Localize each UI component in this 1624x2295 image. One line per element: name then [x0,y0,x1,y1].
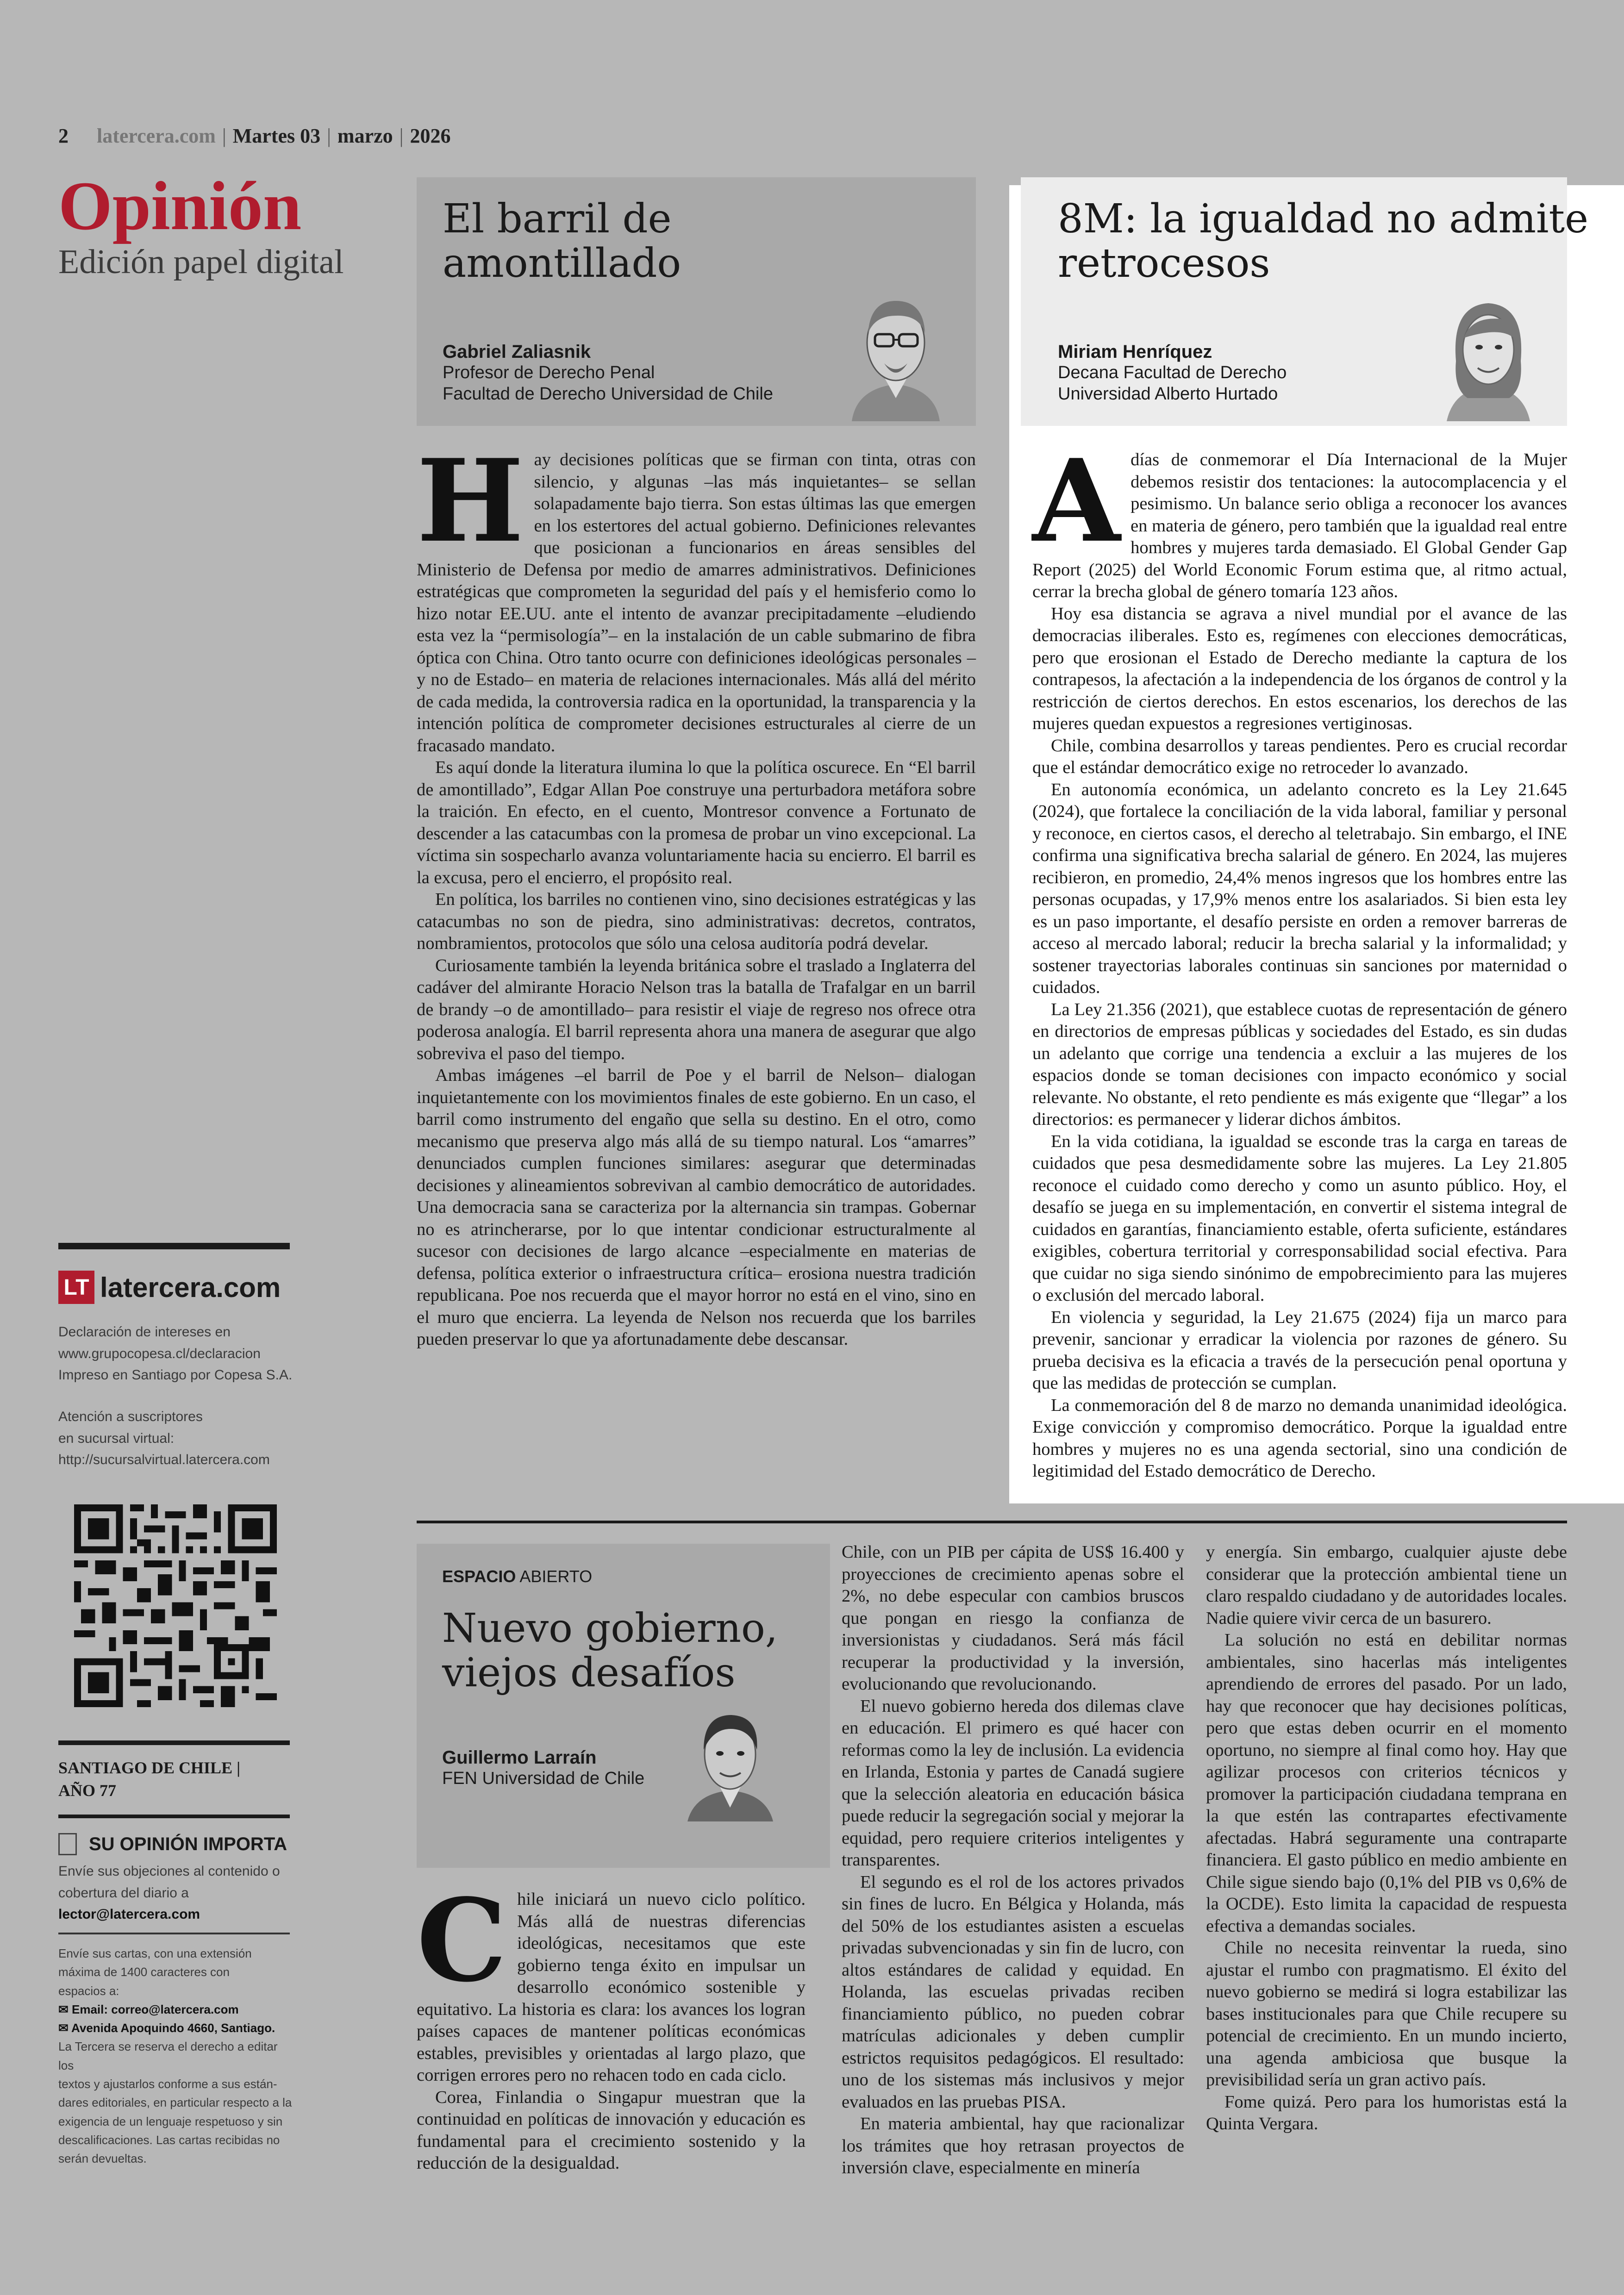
disclaimer-line: textos y ajustarlos conforme a sus están- [58,2077,277,2091]
lt-logo-text: latercera.com [100,1272,281,1303]
disclaimer-line: La Tercera se reserva el derecho a editar los [58,2039,278,2072]
article1-drop-cap: H [417,434,524,568]
letters-text: máxima de 1400 caracteres con [58,1965,230,1979]
header-site[interactable]: latercera.com [97,125,216,147]
article3-paragraph: En materia ambiental, hay que racionalizar los trámites que hoy retrasan proyectos de inversión clave, especialmente en minería [842,2114,1184,2177]
article3-paragraph: El segundo es el rol de los actores privados sin fines de lucro. En Bélgica y Holanda, más del 50% de los estudiantes asisten a escuelas privadas subvencionadas y sin fin de lucro, con altos estándares de calidad y equidad. En Holanda, las escuelas privadas reciben financiamiento público, no pueden cobrar matrículas adicionales y deben cumplir estrictos requisitos pedagógicos. El resultado: uno de los sistemas más inclusivos y mejor evaluados en las pruebas PISA. [842,1872,1184,2112]
article1-author: Gabriel Zaliasnik [443,342,591,362]
kicker-bold: ESPACIO [442,1567,516,1586]
opinion-text: cobertura del diario a [58,1885,189,1901]
year-label: AÑO 77 [58,1781,116,1800]
document-icon [58,1833,77,1855]
letters-email[interactable]: Email: correo@latercera.com [72,2002,239,2016]
article3-kicker [442,1567,592,1586]
kicker-rest: ABIERTO [519,1567,593,1586]
article1-title[interactable] [443,197,681,286]
header-date: Martes 03 [232,125,321,147]
declaration-link[interactable]: www.grupocopesa.cl/declaracion [58,1346,261,1361]
article1-paragraph: En política, los barriles no contienen vino, sino decisiones estratégicas y las catacumbas no son de piedra, sino administrativas: decretos, contratos, nombramientos, protocolos que sólo una celosa auditoría podrá develar. [417,890,976,953]
sidebar-rule [58,1815,290,1818]
subscribers-line: en sucursal virtual: [58,1430,175,1446]
opinion-text: Envíe sus objeciones al contenido o [58,1864,280,1879]
subscribers-link[interactable]: http://sucursalvirtual.latercera.com [58,1452,270,1467]
article1-role: Profesor de Derecho Penal [443,363,655,382]
declaration-block [58,1322,292,1386]
article3-paragraph: Fome quizá. Pero para los humoristas está la Quinta Vergara. [1206,2092,1567,2133]
opinion-box [58,1833,290,1926]
article1-body [417,434,976,1351]
article3-title-line: Nuevo gobierno, [442,1605,778,1652]
declaration-line: Impreso en Santiago por Copesa S.A. [58,1367,293,1383]
article3-paragraph: hile iniciará un nuevo ciclo político. Más allá de nuestras diferencias ideológicas, necesitamos que este gobierno tenga éxito en impulsar un desarrollo económico sostenible y equitativo. La historia es clara: los avances los logran países capaces de mantener políticas económicas estables, previsibles y orientadas al largo plazo, que corrigen errores pero no rehacen todo en cada ciclo. [417,1890,806,2085]
article3-paragraph: y energía. Sin embargo, cualquier ajuste debe considerar que la protección ambiental tiene un claro respaldo ciudadano y de autoridades locales. Nadie quiere vivir cerca de un basurero. [1206,1542,1567,1628]
article1-paragraph: ay decisiones políticas que se firman con tinta, otras con silencio, y algunas –las más inquietantes– se sellan solapadamente bajo tierra. Son estas últimas las que emergen en los estertores del actual gobierno. Definiciones relevantes que posicionan a funcionarios en áreas sensibles del Ministerio de Defensa por medio de amarres administrativos. Definiciones estratégicas que comprometen la seguridad del país y el hemisferio como lo hizo notar EE.UU. ante el intento de avanzar precipitadamente –eludiendo esta vez la “permisología”– en la instalación de un cable submarino de fibra óptica con China. Otro tanto ocurre con definiciones ideológicas personales –y no de Estado– en materia de relaciones internacionales. Más allá del mérito de cada medida, la controversia radica en la oportunidad, la transparencia y la intención política de comprometer decisiones estructurales al cierre de un fracasado mandato. [417,450,976,755]
article1-role: Facultad de Derecho Universidad de Chile [443,384,773,404]
article2-role: Decana Facultad de Derecho [1058,363,1287,382]
article2-byline [1058,342,1287,405]
disclaimer-line: exigencia de un lenguaje respetuoso y sin [58,2114,283,2128]
latercera-logo[interactable] [58,1271,281,1304]
opinion-title: SU OPINIÓN IMPORTA [89,1834,287,1854]
sidebar-rule [58,1933,290,1934]
sidebar-rule [58,1740,290,1745]
author-portrait-larrain [681,1703,780,1821]
article2-paragraph: Chile, combina desarrollos y tareas pendientes. Pero es crucial recordar que el estándar democrático exige no retroceder lo avanzado. [1032,736,1567,777]
header-year: 2026 [410,125,451,147]
subscribers-line: Atención a suscriptores [58,1409,203,1424]
section-divider [417,1521,1567,1523]
section-title: Opinión [58,168,302,244]
article3-col2 [842,1541,1184,2179]
article3-paragraph: Chile, con un PIB per cápita de US$ 16.400 y proyecciones de crecimiento apenas sobre el 2%, no debe especular con cambios bruscos que pongan en riesgo la confianza de inversionistas y ciudadanos. Será más fácil recuperar la productividad y la inversión, evolucionando que revolucionando. [842,1542,1184,1694]
article2-paragraph: La Ley 21.356 (2021), que establece cuotas de representación de género en directorios de empresas públicas y sociedades del Estado, es sin dudas un adelanto que corrige una tendencia a excluir a las mujeres de los espacios donde se toman decisiones con impacto económico y social relevante. No obstante, el reto pendiente es más exigente que “llegar” a los directorios: es permanecer y liderar dichos ámbitos. [1032,999,1567,1129]
section-brand [58,168,344,282]
article3-role: FEN Universidad de Chile [442,1769,645,1788]
article1-paragraph: Curiosamente también la leyenda británica sobre el traslado a Inglaterra del cadáver del almirante Horacio Nelson tras la batalla de Trafalgar en un barril de brandy –o de amontillado– para resistir el viaje de regreso nos ofrece otra poderosa analogía. El barril representa ahora una manera de asegurar que algo sobreviva el paso del tiempo. [417,955,976,1063]
article3-drop-cap: C [417,1874,507,2007]
city-block [58,1757,240,1802]
declaration-line: Declaración de intereses en [58,1324,231,1340]
article1-title-line: amontillado [443,240,681,287]
article1-paragraph: Ambas imágenes –el barril de Poe y el barril de Nelson– dialogan inquietantemente con los movimientos finales de este gobierno. En un caso, el barril como instrumento del engaño que sella su destino. En el otro, como mecanismo que preserva algo más allá de su tiempo natural. Los “amarres” denunciados cumplen funciones similares: asegurar que determinadas decisiones y alineamientos sobrevivan al cambio democrático de autoridades. Una democracia sana se caracteriza por la alternancia sin trampas. Gobernar no es atrincherarse, por lo que intentar condicionar estructuralmente al sucesor con decisiones de largo alcance –especialmente en materias de defensa, política exterior o infraestructura crítica– erosiona nuestra tradición republicana. Poe nos recuerda que el mayor horror no está en el vino, sino en el muro que encierra. La leyenda de Nelson nos recuerda que los barriles pueden preservar lo que ya afortunadamente debe descansar. [417,1066,976,1349]
mail-icon: ✉ [58,2002,72,2016]
article2-title[interactable] [1058,197,1588,286]
page-header: 2 latercera.com | Martes 03 | marzo | 2026 [58,125,451,147]
article3-title-line: viejos desafíos [442,1650,736,1696]
mailbox-icon: ✉ [58,2021,72,2035]
sidebar-rule-top [58,1243,290,1249]
qr-code-icon[interactable] [74,1504,277,1707]
article3-col3 [1206,1541,1567,2135]
disclaimer-line: descalificaciones. Las cartas recibidas no [58,2133,280,2147]
article2-paragraph: Hoy esa distancia se agrava a nivel mundial por el avance de las democracias iliberales. Esto es, regímenes con elecciones democráticas, pero que erosionan el Estado de Derecho mediante la captura de los contrapesos, la afectación a la independencia de los órganos de control y la restricción de ciertos derechos. En estos escenarios, los derechos de las mujeres quedan expuestos a regresiones vertiginosas. [1032,604,1567,733]
article2-title-line: 8M: la igualdad no admite [1058,196,1588,242]
disclaimer-line: serán devueltas. [58,2152,147,2166]
article2-drop-cap: A [1032,434,1121,568]
section-subtitle: Edición papel digital [58,243,344,281]
article2-author: Miriam Henríquez [1058,342,1212,362]
article1-byline [443,342,773,405]
header-month: marzo [337,125,393,147]
letters-text: espacios a: [58,1983,119,1998]
article3-col1 [417,1874,806,2175]
city: SANTIAGO DE CHILE | [58,1759,241,1777]
article2-role: Universidad Alberto Hurtado [1058,384,1278,404]
article1-title-line: El barril de [443,196,672,242]
article3-byline [442,1747,644,1790]
article2-paragraph: días de conmemorar el Día Internacional de la Mujer debemos resistir dos tentaciones: la autocomplacencia y el pesimismo. Un balance serio obliga a reconocer los avances en materia de género, pero también que la igualdad real entre hombres y mujeres tarda demasiado. El Global Gender Gap Report (2025) del World Economic Forum estima que, al ritmo actual, cerrar la brecha global de género tomaría 123 años. [1032,450,1567,601]
letters-text: Envíe sus cartas, con una extensión [58,1946,252,1960]
author-portrait-zaliasnik [843,282,949,421]
article2-paragraph: En autonomía económica, un adelanto concreto es la Ley 21.645 (2024), que fortalece la conciliación de la vida laboral, familiar y personal y reconoce, en ciertos casos, el derecho al teletrabajo. Sin embargo, el INE confirma una significativa brecha salarial de género. En 2024, las mujeres recibieron, en promedio, 24,4% menos ingresos que los hombres entre las personas ocupadas, y 17,9% menos entre los asalariados. Si bien esta ley es un paso importante, el desafío persiste en orden a remover barreras de acceso al mercado laboral; reducir la brecha salarial y la informalidad; y sostener trayectorias laborales continuas sin sanciones por maternidad o cuidados. [1032,780,1567,997]
article2-body [1032,434,1567,1483]
article2-paragraph: La conmemoración del 8 de marzo no demanda unanimidad ideológica. Exige convicción y compromiso democrático. Porque la igualdad entre hombres y mujeres no es una agenda sectorial, sino una condición de legitimidad del Estado democrático de Derecho. [1032,1395,1567,1481]
article2-title-line: retrocesos [1058,240,1270,287]
article2-paragraph: En la vida cotidiana, la igualdad se esconde tras la carga en tareas de cuidados que pesa desmedidamente sobre las mujeres. La Ley 21.805 reconoce el cuidado como derecho y como un asunto público. Hoy, el desafío se juega en su implementación, en convertir el sistema integral de cuidados en garantías, financiamiento estable, oferta suficiente, estándares exigibles, cobertura territorial y corresponsabilidad social efectiva. Para que cuidar no siga siendo sinónimo de empobrecimiento para las mujeres o exclusión del mercado laboral. [1032,1131,1567,1305]
article3-author: Guillermo Larraín [442,1747,597,1768]
page-number: 2 [58,125,69,147]
subscribers-block [58,1406,270,1471]
author-portrait-henriquez [1435,287,1542,421]
letters-block [58,1944,294,2168]
article3-paragraph: El nuevo gobierno hereda dos dilemas clave en educación. El primero es qué hacer con reformas como la ley de inclusión. La evidencia en Irlanda, Estonia y partes de Canadá sugiere que la selección aleatoria en educación básica puede reducir la segregación social y mejorar la equidad, pero requiere criterios inteligentes y transparentes. [842,1696,1184,1870]
article1-paragraph: Es aquí donde la literatura ilumina lo que la política oscurece. En “El barril de amontillado”, Edgar Allan Poe construye una perturbadora metáfora sobre la traición. En efecto, en el cuento, Montresor convence a Fortunato de descender a las catacumbas con la promesa de probar un vino excepcional. La víctima sin sospecharlo avanza voluntariamente hacia su encierro. El barril es la excusa, pero el encierro, el propósito real. [417,758,976,887]
article3-paragraph: Chile no necesita reinventar la rueda, sino ajustar el rumbo con pragmatismo. El éxito del nuevo gobierno se medirá si logra estabilizar las bases institucionales para que Chile recupere su potencial de crecimiento. En un mundo incierto, una agenda ambiciosa que busque la previsibilidad sería un gran activo país. [1206,1938,1567,2089]
opinion-email[interactable]: lector@latercera.com [58,1907,200,1922]
disclaimer-line: dares editoriales, en particular respecto a la [58,2095,292,2110]
article3-paragraph: Corea, Finlandia o Singapur muestran que la continuidad en políticas de innovación y educación es fundamental para el crecimiento sostenido y la reducción de la desigualdad. [417,2087,806,2173]
article3-paragraph: La solución no está en debilitar normas ambientales, sino hacerlas más inteligentes aprendiendo de errores del pasado. Por un lado, hay que reconocer que hay decisiones políticas, pero que estas deben ocurrir en el momento oportuno, no siempre al final como hoy. Hay que agilizar procesos con criterios técnicos y promover la participación ciudadana temprana en la que estén las contrapartes efectivamente afectadas. Habrá seguramente una contraparte financiera. El gasto público en medio ambiente en Chile sigue siendo bajo (0,1% del PIB vs 0,6% de la OCDE). Esto limita la capacidad de respuesta efectiva a demandas sociales. [1206,1630,1567,1936]
article3-title[interactable] [442,1606,778,1696]
letters-address: Avenida Apoquindo 4660, Santiago. [71,2021,275,2035]
lt-logo-mark: LT [58,1271,94,1304]
article2-paragraph: En violencia y seguridad, la Ley 21.675 (2024) fija un marco para prevenir, sancionar y erradicar la violencia por razones de género. Su prueba decisiva es la eficacia a través de la persecución penal oportuna y que las medidas de protección se cumplan. [1032,1307,1567,1393]
